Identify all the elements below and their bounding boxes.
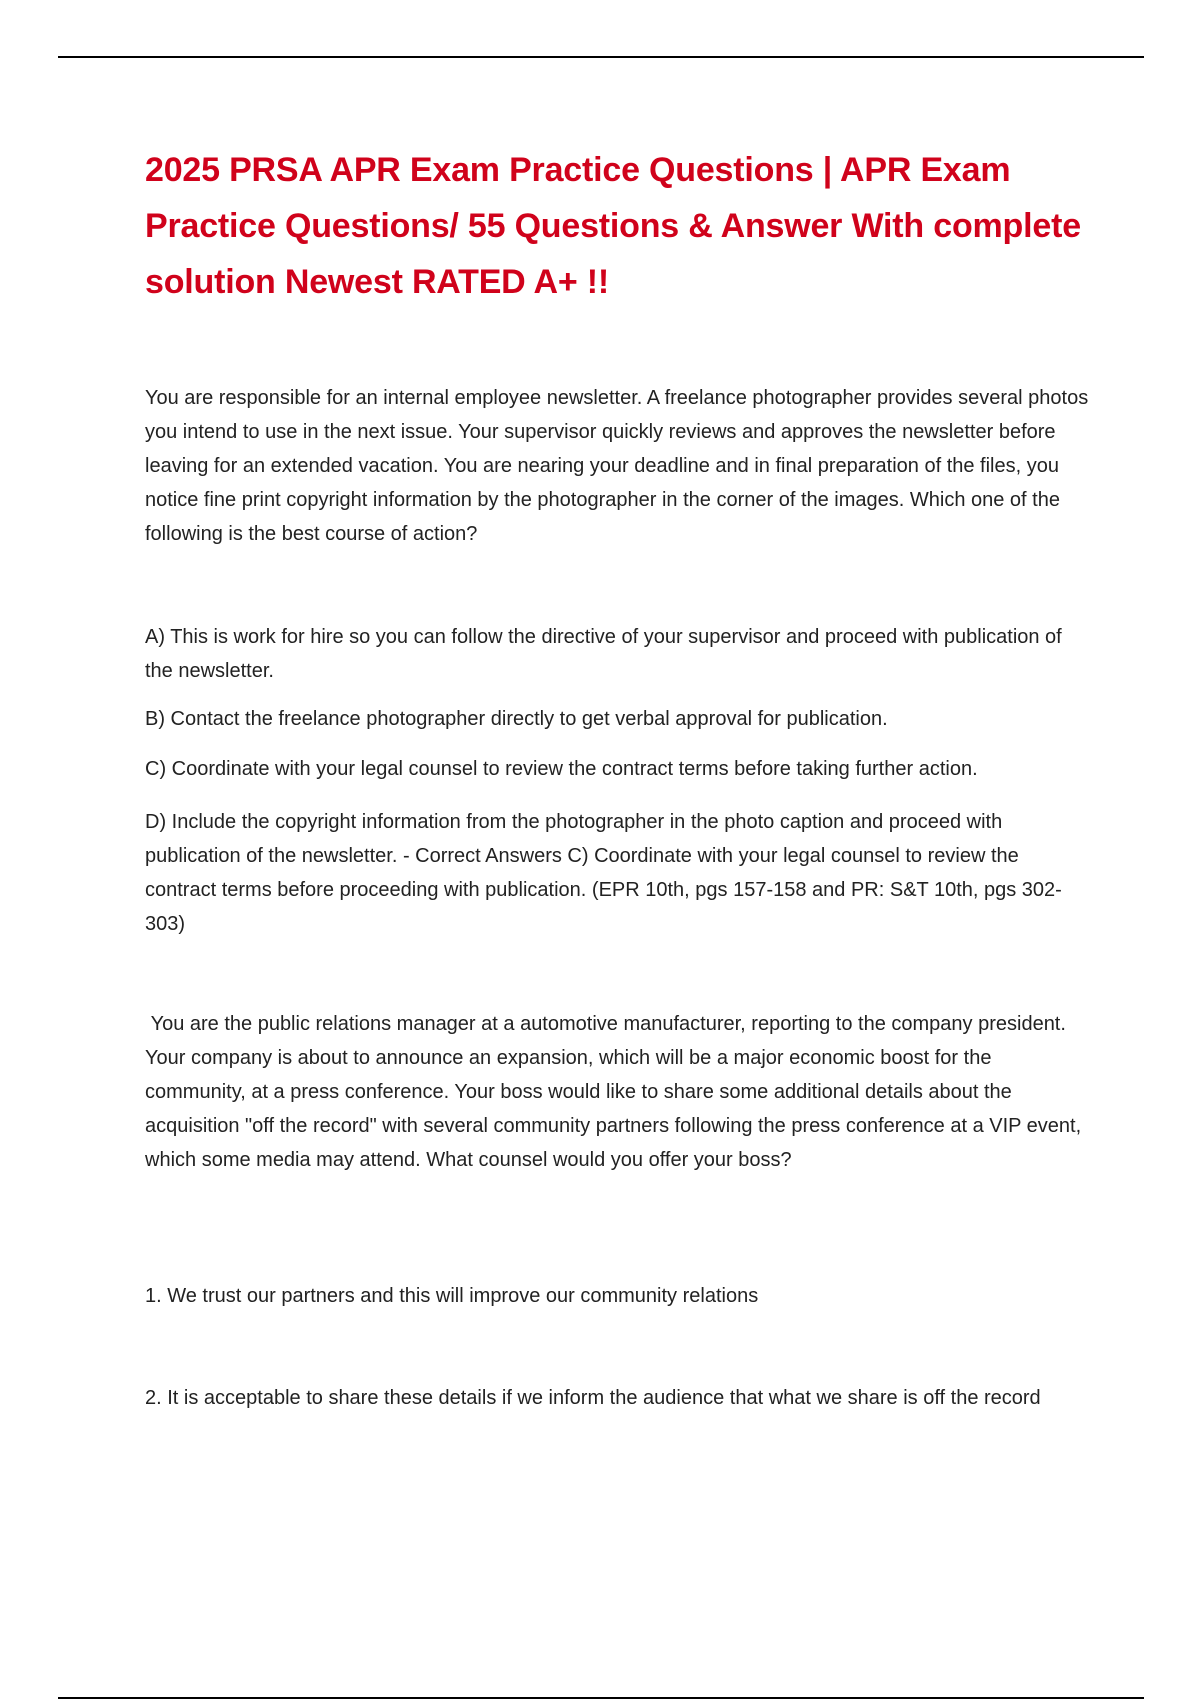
question-2-option-1: 1. We trust our partners and this will improve our community relations [145,1285,759,1307]
question-1-stem: You are responsible for an internal employee newsletter. A freelance photographer provides several photos you intend to use in the next issue. Your supervisor quickly reviews and approves the newsletter before leaving for an extended vacation. You are nearing your deadline and in final preparation of the files, you notice fine print copyright information by the photographer in the corner of the images. Which one of the following is the best course of action? [145,387,1089,545]
question-2-stem: You are the public relations manager at a automotive manufacturer, reporting to the company president. Your company is about to announce an expansion, which will be a major economic boost for the community, at a press conference. Your boss would like to share some additional details about the acquisition "off the record" with several community partners following the press conference at a VIP event, which some media may attend. What counsel would you offer your boss? [145,1013,1087,1171]
question-1-option-c: C) Coordinate with your legal counsel to review the contract terms before taking further action. [145,758,978,780]
bottom-rule [58,1697,1144,1699]
top-rule [58,56,1144,58]
question-1-option-b: B) Contact the freelance photographer directly to get verbal approval for publication. [145,708,888,730]
question-1-option-a: A) This is work for hire so you can follow the directive of your supervisor and proceed with publication of the newsletter. [145,626,1062,682]
question-1-option-d-answer: D) Include the copyright information from the photographer in the photo caption and proceed with publication of the newsletter. - Correct Answers C) Coordinate with your legal counsel to review the contract terms before proceeding with publication. (EPR 10th, pgs 157-158 and PR: S&T 10th, pgs 302-303) [145,811,1062,935]
question-2-option-2: 2. It is acceptable to share these details if we inform the audience that what we share is off the record [145,1387,1041,1409]
document-title: 2025 PRSA APR Exam Practice Questions | APR Exam Practice Questions/ 55 Questions & Answer With complete solution Newest RATED A+ !! [145,151,1081,301]
